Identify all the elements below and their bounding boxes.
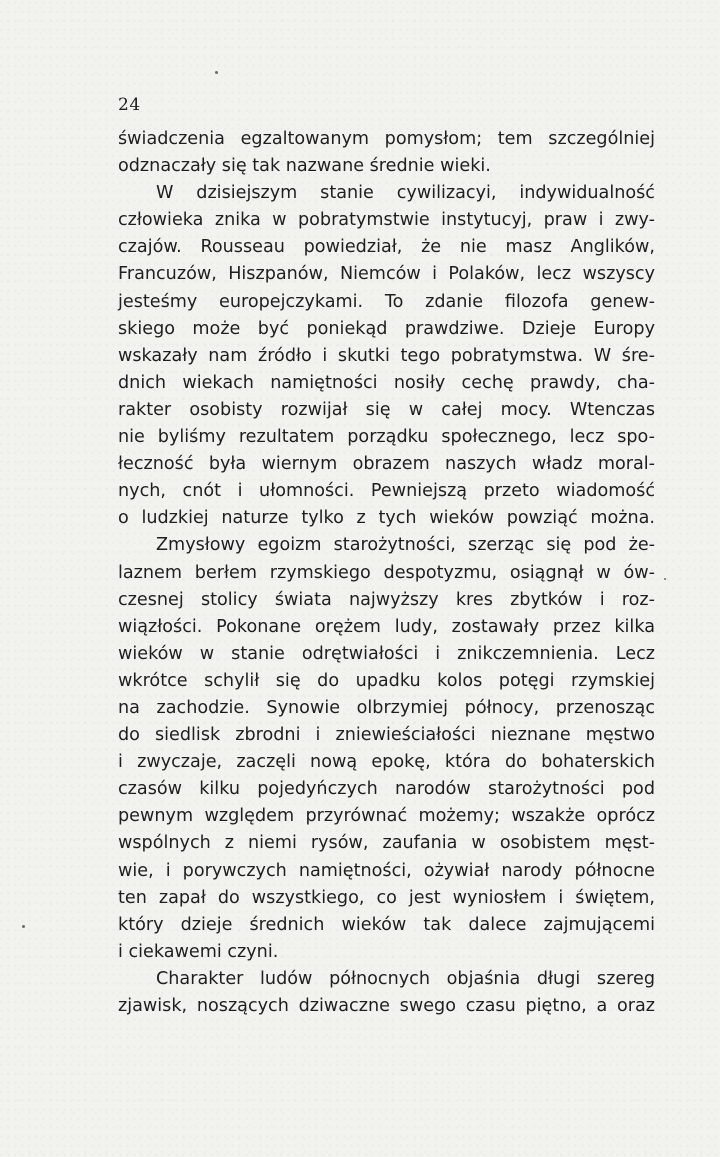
text-line: o ludzkiej naturze tylko z tych wieków powziąć można. [118,508,655,529]
text-line: wspólnych z niemi rysów, zaufania w osobistem męst- [118,833,655,854]
paragraph [118,180,655,532]
body-text [118,126,655,1020]
text-line: Charakter ludów północnych objaśnia długi szereg [156,968,655,989]
text-line: wkrótce schylił się do upadku kolos potęgi rzymskiej [118,670,655,691]
text-line: nych, cnót i ułomności. Pewniejszą przeto wiadomość [118,481,655,502]
text-line: i zwyczaje, zaczęli nową epokę, która do bohaterskich [118,752,655,773]
paragraph [118,532,655,966]
text-line: na zachodzie. Synowie olbrzymiej północy, przenosząc [118,697,655,718]
text-line: który dzieje średnich wieków tak dalece zajmującemi [118,914,655,935]
text-line: rakter osobisty rozwijał się w całej mocy. Wtenczas [118,399,655,420]
paragraph [118,126,655,180]
text-line: czesnej stolicy świata najwyższy kres zbytków i roz- [118,589,655,610]
paper-speck [22,925,25,928]
text-line: jesteśmy europejczykami. To zdanie filozofa genew- [118,291,655,312]
text-line: wiązłości. Pokonane orężem ludy, zostawały przez kilka [118,616,655,637]
text-line: skiego może być poniekąd prawdziwe. Dzieje Europy [118,318,655,339]
text-line: czasów kilku pojedyńczych narodów starożytności pod [118,779,655,800]
text-line: pewnym względem przyrównać możemy; wszakże oprócz [118,806,655,827]
text-line: wskazały nam źródło i skutki tego pobratymstwa. W śre- [118,345,655,366]
text-line: do siedlisk zbrodni i zniewieściałości nieznane męstwo [118,725,655,746]
text-line: odznaczały się tak nazwane średnie wieki. [118,156,491,177]
paper-speck [664,578,666,580]
text-line: ten zapał do wszystkiego, co jest wyniosłem i świętem, [118,887,655,908]
paper-speck [215,71,218,74]
page-number: 24 [118,95,141,115]
text-line: Zmysłowy egoizm starożytności, szerząc się pod że- [156,535,655,556]
text-line: wieków w stanie odrętwiałości i znikczemnienia. Lecz [118,643,655,664]
text-line: i ciekawemi czyni. [118,941,279,962]
text-line: zjawisk, noszących dziwaczne swego czasu piętno, a oraz [118,996,655,1016]
text-line: dnich wiekach namiętności nosiły cechę prawdy, cha- [118,372,655,393]
text-line: łeczność była wiernym obrazem naszych władz moral- [118,454,655,475]
text-line: W dzisiejszym stanie cywilizacyi, indywidualność [156,183,655,204]
text-line: laznem berłem rzymskiego despotyzmu, osiągnął w ów- [118,562,655,583]
text-line: czajów. Rousseau powiedział, że nie masz Anglików, [118,237,655,258]
text-line: wie, i porywczych namiętności, ożywiał narody północne [118,860,655,881]
text-line: Francuzów, Hiszpanów, Niemców i Polaków, lecz wszyscy [118,264,655,285]
text-line: człowieka znika w pobratymstwie instytucyj, praw i zwy- [118,210,655,231]
text-line: nie byliśmy rezultatem porządku społecznego, lecz spo- [118,427,655,448]
paragraph [118,966,655,1020]
text-line: świadczenia egzaltowanym pomysłom; tem szczególniej [118,129,655,149]
